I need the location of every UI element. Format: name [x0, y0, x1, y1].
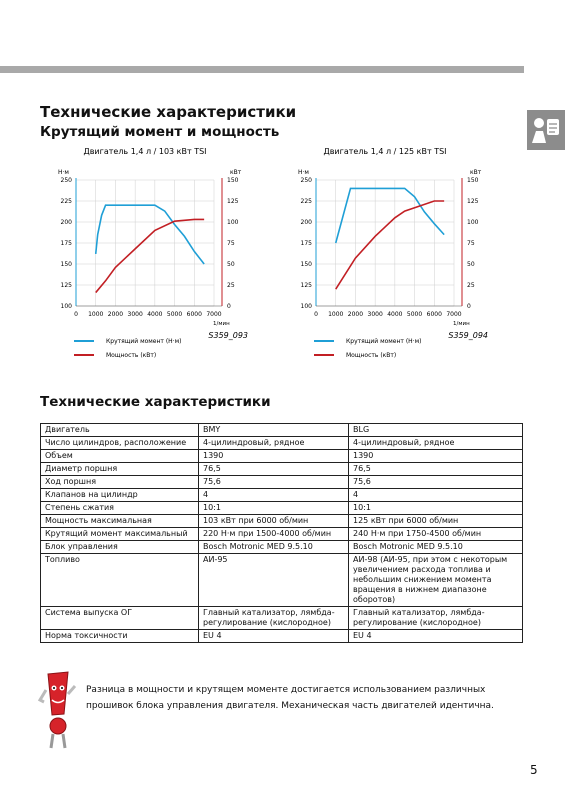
table-row: [41, 463, 523, 476]
left-tick-label: 225: [60, 198, 72, 205]
table-cell: 75,6: [349, 476, 523, 489]
x-tick-label: 1000: [88, 311, 104, 318]
x-axis-unit: 1/мин: [453, 321, 470, 327]
table-cell: Ход поршня: [41, 476, 199, 489]
spec-table: [40, 423, 523, 643]
table-cell: 4-цилиндровый, рядное: [349, 437, 523, 450]
torque-line: [336, 188, 444, 243]
table-row: [41, 489, 523, 502]
table-cell: 240 Н·м при 1750-4500 об/мин: [349, 528, 523, 541]
table-cell: Двигатель: [41, 424, 199, 437]
left-tick-label: 200: [300, 219, 312, 226]
right-tick-label: 125: [227, 198, 239, 205]
left-tick-label: 175: [300, 240, 312, 247]
table-row: [41, 502, 523, 515]
table-cell: Объем: [41, 450, 199, 463]
left-tick-label: 150: [300, 261, 312, 268]
table-row: [41, 450, 523, 463]
table-cell: Клапанов на цилиндр: [41, 489, 199, 502]
table-cell: Степень сжатия: [41, 502, 199, 515]
table-cell: АИ-95: [199, 554, 349, 607]
right-axis-unit: кВт: [230, 169, 242, 176]
table-cell: 1390: [349, 450, 523, 463]
table-cell: Норма токсичности: [41, 630, 199, 643]
section-tab-icon: [527, 110, 565, 150]
table-cell: 10:1: [199, 502, 349, 515]
table-row: [41, 437, 523, 450]
right-tick-label: 50: [227, 261, 235, 268]
chart-title: Двигатель 1,4 л / 125 кВт TSI: [323, 148, 447, 156]
x-axis-unit: 1/мин: [213, 321, 230, 327]
table-cell: 103 кВт при 6000 об/мин: [199, 515, 349, 528]
table-cell: 10:1: [349, 502, 523, 515]
table-row: [41, 515, 523, 528]
table-cell: Блок управления: [41, 541, 199, 554]
table-cell: Главный катализатор, лямбда-регулирование (кислородное): [199, 607, 349, 630]
table-row: [41, 541, 523, 554]
left-axis-unit: Н·м: [298, 169, 309, 176]
right-tick-label: 100: [227, 219, 239, 226]
x-tick-label: 2000: [347, 311, 364, 318]
power-line: [96, 219, 204, 292]
x-tick-label: 6000: [186, 311, 202, 318]
table-cell: 1390: [199, 450, 349, 463]
left-tick-label: 100: [60, 303, 72, 310]
right-tick-label: 100: [467, 219, 479, 226]
table-cell: Число цилиндров, расположение: [41, 437, 199, 450]
x-tick-label: 6000: [426, 311, 442, 318]
right-tick-label: 150: [227, 177, 239, 184]
legend-label: Мощность (кВт): [106, 352, 157, 359]
table-cell: Мощность максимальная: [41, 515, 199, 528]
table-cell: 4: [199, 489, 349, 502]
table-row: [41, 528, 523, 541]
table-row: [41, 630, 523, 643]
table-row: [41, 424, 523, 437]
figure-code: S359_094: [448, 331, 488, 340]
attention-icon: [38, 670, 78, 750]
left-tick-label: 225: [300, 198, 312, 205]
right-tick-label: 150: [467, 177, 479, 184]
x-tick-label: 0: [314, 311, 318, 318]
section-title: Технические характеристики: [40, 394, 271, 410]
left-tick-label: 125: [60, 282, 72, 289]
right-tick-label: 0: [467, 303, 471, 310]
right-tick-label: 75: [227, 240, 235, 247]
x-tick-label: 7000: [206, 311, 222, 318]
table-cell: Bosch Motronic MED 9.5.10: [349, 541, 523, 554]
table-cell: Главный катализатор, лямбда-регулирование (кислородное): [349, 607, 523, 630]
table-cell: Bosch Motronic MED 9.5.10: [199, 541, 349, 554]
left-tick-label: 250: [60, 177, 72, 184]
x-tick-label: 5000: [166, 311, 183, 318]
table-cell: EU 4: [349, 630, 523, 643]
table-cell: 125 кВт при 6000 об/мин: [349, 515, 523, 528]
table-row: [41, 607, 523, 630]
table-cell: BLG: [349, 424, 523, 437]
torque-power-chart-125kw: [290, 148, 505, 372]
right-tick-label: 50: [467, 261, 475, 268]
x-tick-label: 1000: [328, 311, 344, 318]
table-row: [41, 476, 523, 489]
torque-power-chart-103kw: [50, 148, 265, 372]
table-cell: 220 Н·м при 1500-4000 об/мин: [199, 528, 349, 541]
x-tick-label: 0: [74, 311, 78, 318]
legend-label: Крутящий момент (Н·м): [106, 338, 182, 345]
right-axis-unit: кВт: [470, 169, 482, 176]
table-cell: АИ-98 (АИ-95, при этом с некоторым увеличением расхода топлива и небольшим снижением момента вращения в нижнем диапазоне оборотов): [349, 554, 523, 607]
x-tick-label: 4000: [147, 311, 163, 318]
right-tick-label: 25: [227, 282, 235, 289]
top-rule: [0, 66, 524, 73]
left-tick-label: 250: [300, 177, 312, 184]
x-tick-label: 7000: [446, 311, 462, 318]
x-tick-label: 3000: [127, 311, 143, 318]
page-title: Технические характеристики: [40, 103, 297, 121]
table-cell: Диаметр поршня: [41, 463, 199, 476]
page-subtitle: Крутящий момент и мощность: [40, 124, 280, 140]
table-cell: 4: [349, 489, 523, 502]
x-tick-label: 3000: [367, 311, 383, 318]
power-line: [336, 201, 444, 289]
x-tick-label: 4000: [387, 311, 403, 318]
left-tick-label: 125: [300, 282, 312, 289]
legend-label: Крутящий момент (Н·м): [346, 338, 422, 345]
page-number: 5: [530, 763, 538, 777]
table-cell: 76,5: [349, 463, 523, 476]
note-text: Разница в мощности и крутящем моменте достигается использованием различных прошивок блока управления двигателя. Механическая часть двигателей идентична.: [86, 685, 494, 711]
left-axis-unit: Н·м: [58, 169, 69, 176]
x-tick-label: 5000: [406, 311, 423, 318]
legend-label: Мощность (кВт): [346, 352, 397, 359]
table-cell: 75,6: [199, 476, 349, 489]
right-tick-label: 25: [467, 282, 475, 289]
table-cell: Система выпуска ОГ: [41, 607, 199, 630]
right-tick-label: 75: [467, 240, 475, 247]
table-cell: BMY: [199, 424, 349, 437]
left-tick-label: 150: [60, 261, 72, 268]
left-tick-label: 175: [60, 240, 72, 247]
table-row: [41, 554, 523, 607]
table-cell: Топливо: [41, 554, 199, 607]
right-tick-label: 125: [467, 198, 479, 205]
left-tick-label: 100: [300, 303, 312, 310]
table-cell: 76,5: [199, 463, 349, 476]
table-cell: Крутящий момент максимальный: [41, 528, 199, 541]
x-tick-label: 2000: [107, 311, 124, 318]
figure-code: S359_093: [208, 331, 248, 340]
left-tick-label: 200: [60, 219, 72, 226]
table-cell: 4-цилиндровый, рядное: [199, 437, 349, 450]
right-tick-label: 0: [227, 303, 231, 310]
chart-title: Двигатель 1,4 л / 103 кВт TSI: [83, 148, 207, 156]
table-cell: EU 4: [199, 630, 349, 643]
